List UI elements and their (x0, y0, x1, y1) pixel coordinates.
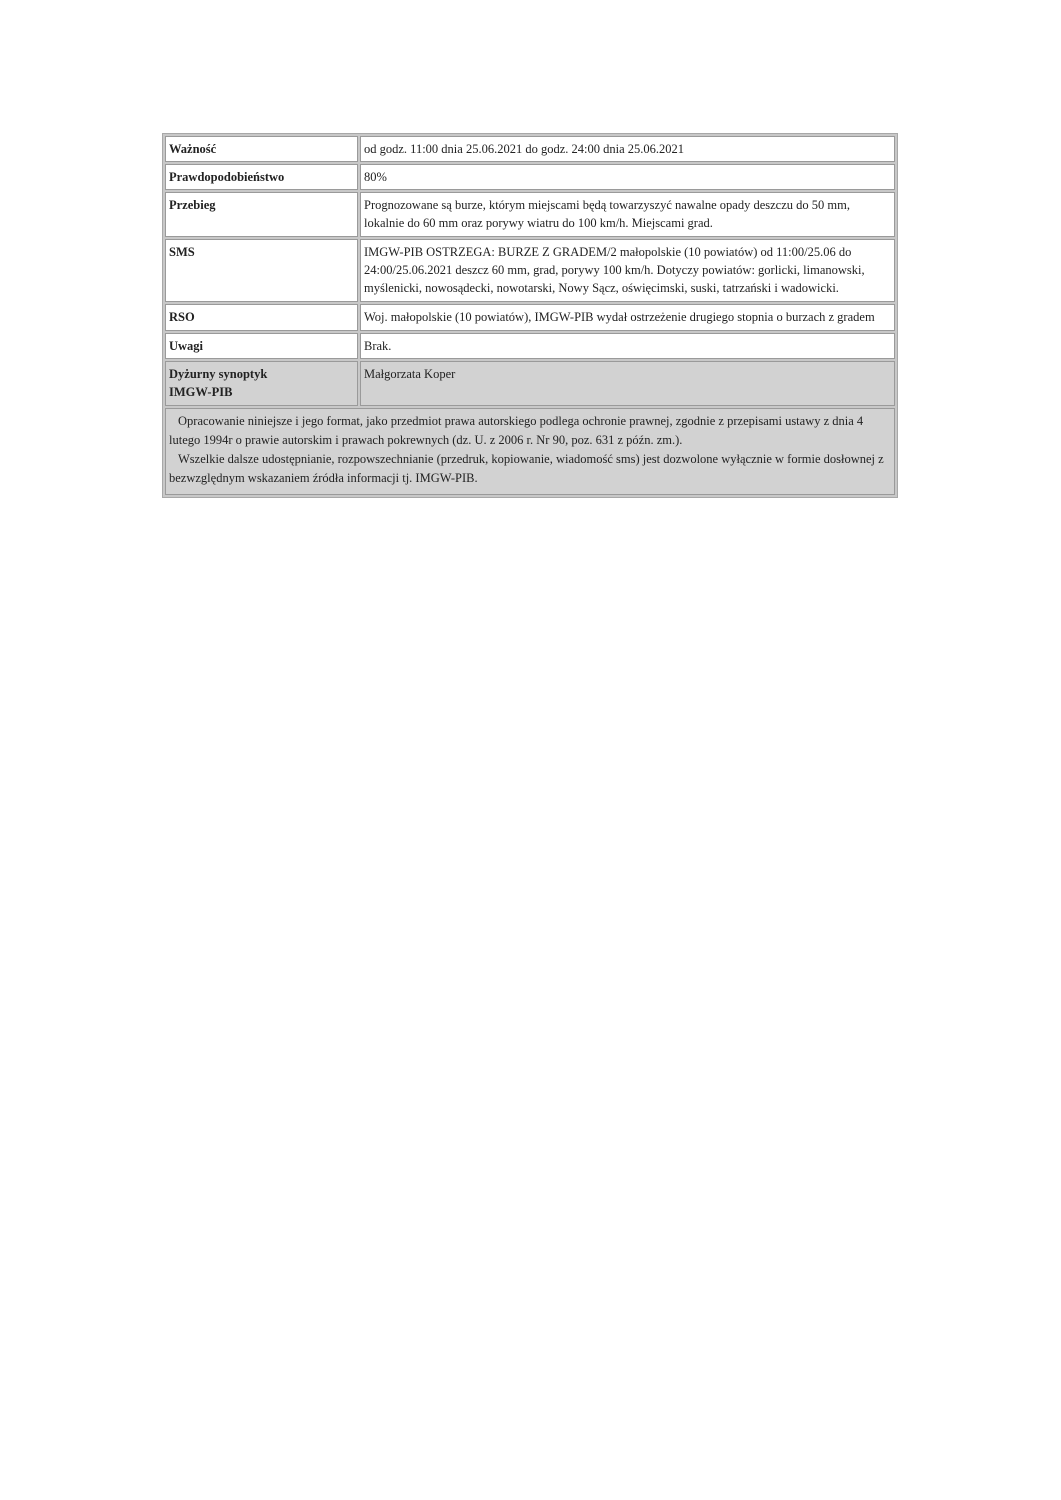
row-dyzurny-synoptyk (165, 361, 895, 406)
value-dyzurny-synoptyk: Małgorzata Koper (360, 361, 895, 406)
copyright-paragraph: Opracowanie niniejsze i jego format, jako przedmiot prawa autorskiego podlega ochronie prawnej, zgodnie z przepisami ustawy z dnia 4 lutego 1994r o prawie autorskim i prawach pokrewnych (dz. U. z 2006 r. Nr 90, poz. 631 z późn. zm.). (169, 414, 864, 447)
distribution-paragraph: Wszelkie dalsze udostępnianie, rozpowszechnianie (przedruk, kopiowanie, wiadomość sms) jest dozwolone wyłącznie w formie dosłownej z bezwzględnym wskazaniem źródła informacji tj. IMGW-PIB. (169, 452, 884, 485)
value-sms: IMGW-PIB OSTRZEGA: BURZE Z GRADEM/2 małopolskie (10 powiatów) od 11:00/25.06 do 24:00/25.06.2021 deszcz 60 mm, grad, porywy 100 km/h. Dotyczy powiatów: gorlicki, limanowski, myślenicki, nowosądecki, nowotarski, Nowy Sącz, oświęcimski, suski, tatrzański i wadowicki. (360, 239, 895, 302)
row-prawdopodobienstwo (165, 164, 895, 190)
row-uwagi (165, 333, 895, 359)
label-sms: SMS (165, 239, 358, 302)
label-dyzurny-line1: Dyżurny synoptyk (169, 367, 268, 381)
label-uwagi: Uwagi (165, 333, 358, 359)
label-dyzurny-synoptyk (165, 361, 358, 406)
value-przebieg: Prognozowane są burze, którym miejscami będą towarzyszyć nawalne opady deszczu do 50 mm, lokalnie do 60 mm oraz porywy wiatru do 100 km/h. Miejscami grad. (360, 192, 895, 237)
label-prawdopodobienstwo: Prawdopodobieństwo (165, 164, 358, 190)
copyright-footer-row (165, 408, 895, 495)
label-rso: RSO (165, 304, 358, 331)
value-rso: Woj. małopolskie (10 powiatów), IMGW-PIB wydał ostrzeżenie drugiego stopnia o burzach z gradem (360, 304, 895, 331)
label-waznosc: Ważność (165, 136, 358, 162)
label-dyzurny-line2: IMGW-PIB (169, 385, 233, 399)
row-waznosc (165, 136, 895, 162)
copyright-footer (165, 408, 895, 495)
label-przebieg: Przebieg (165, 192, 358, 237)
value-uwagi: Brak. (360, 333, 895, 359)
row-sms (165, 239, 895, 302)
value-prawdopodobienstwo: 80% (360, 164, 895, 190)
value-waznosc: od godz. 11:00 dnia 25.06.2021 do godz. 24:00 dnia 25.06.2021 (360, 136, 895, 162)
row-przebieg (165, 192, 895, 237)
row-rso (165, 304, 895, 331)
weather-warning-table (162, 133, 898, 498)
